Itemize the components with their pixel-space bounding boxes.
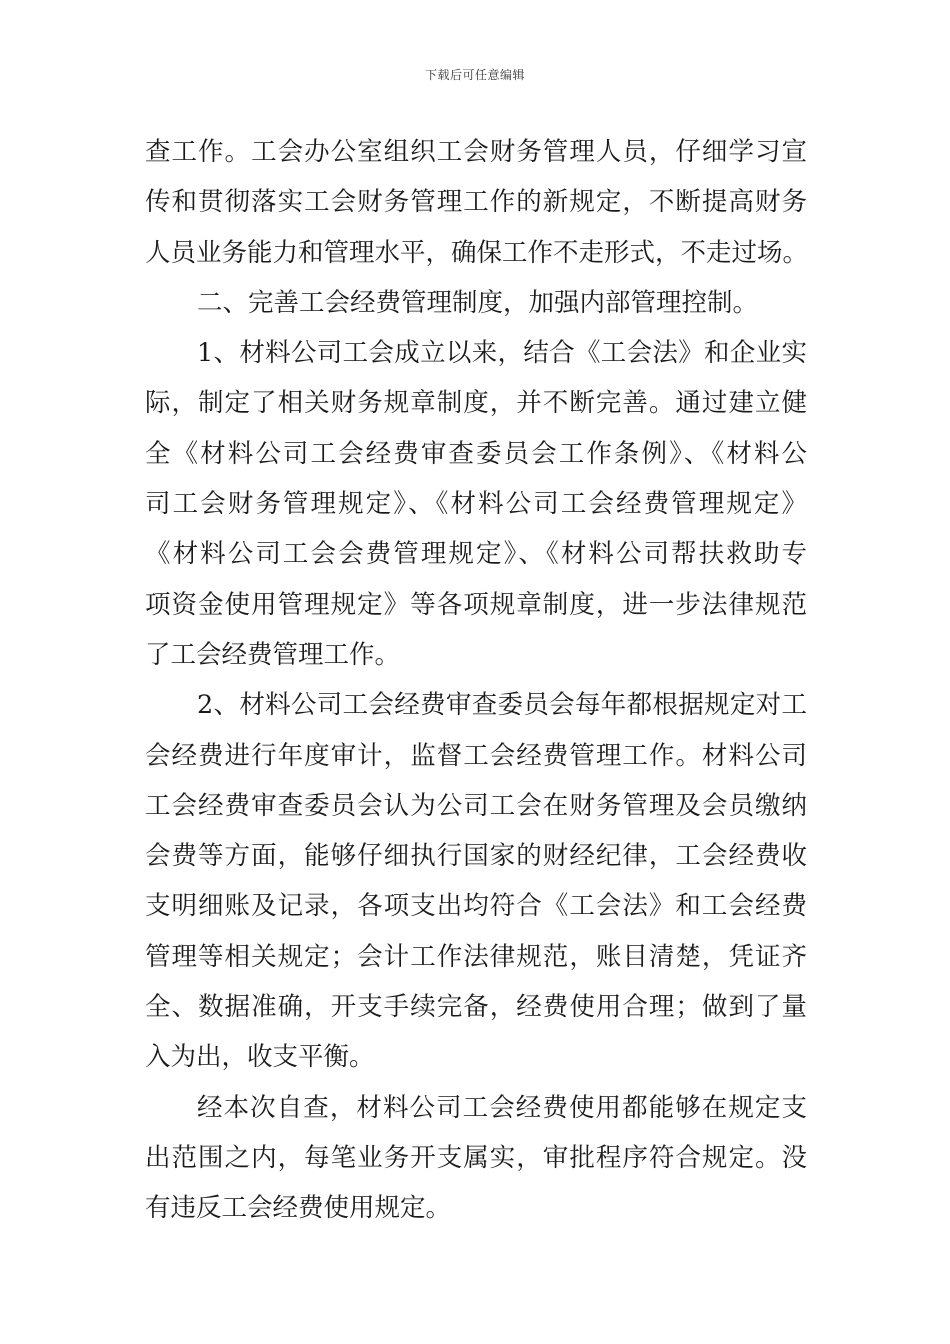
page-header: 下载后可任意编辑 bbox=[424, 68, 525, 82]
text-line: 全、数据准确，开支手续完备，经费使用合理；做到了量 bbox=[145, 992, 807, 1023]
text-line: 《材料公司工会会费管理规定》、《材料公司帮扶救助专 bbox=[145, 539, 807, 570]
text-line: 经本次自查，材料公司工会经费使用都能够在规定支 bbox=[197, 1092, 807, 1123]
text-line: 项资金使用管理规定》等各项规章制度，进一步法律规范 bbox=[145, 589, 807, 620]
document-body bbox=[145, 127, 807, 1234]
text-line: 支明细账及记录，各项支出均符合《工会法》和工会经费 bbox=[145, 891, 807, 922]
text-line: 司工会财务管理规定》、《材料公司工会经费管理规定》 bbox=[145, 489, 807, 520]
text-line: 管理等相关规定；会计工作法律规范，账目清楚，凭证齐 bbox=[145, 941, 807, 972]
section-heading: 二、完善工会经费管理制度，加强内部管理控制。 bbox=[197, 287, 759, 318]
text-line: 入为出，收支平衡。 bbox=[145, 1042, 375, 1073]
text-line: 传和贯彻落实工会财务管理工作的新规定，不断提高财务 bbox=[145, 187, 807, 218]
text-line: 会费等方面，能够仔细执行国家的财经纪律，工会经费收 bbox=[145, 841, 807, 872]
text-line: 会经费进行年度审计，监督工会经费管理工作。材料公司 bbox=[145, 740, 807, 771]
text-line: 工会经费审查委员会认为公司工会在财务管理及会员缴纳 bbox=[145, 790, 807, 821]
text-line: 1、材料公司工会成立以来，结合《工会法》和企业实 bbox=[197, 338, 807, 369]
text-line: 查工作。工会办公室组织工会财务管理人员，仔细学习宣 bbox=[145, 137, 807, 167]
text-line: 了工会经费管理工作。 bbox=[145, 639, 401, 670]
text-line: 际，制定了相关财务规章制度，并不断完善。通过建立健 bbox=[145, 388, 807, 419]
text-line: 全《材料公司工会经费审查委员会工作条例》、《材料公 bbox=[145, 438, 807, 469]
text-line: 有违反工会经费使用规定。 bbox=[145, 1193, 452, 1224]
text-line: 2、材料公司工会经费审查委员会每年都根据规定对工 bbox=[197, 690, 807, 721]
text-line: 人员业务能力和管理水平，确保工作不走形式，不走过场。 bbox=[145, 237, 809, 268]
text-line: 出范围之内，每笔业务开支属实，审批程序符合规定。没 bbox=[145, 1142, 807, 1173]
